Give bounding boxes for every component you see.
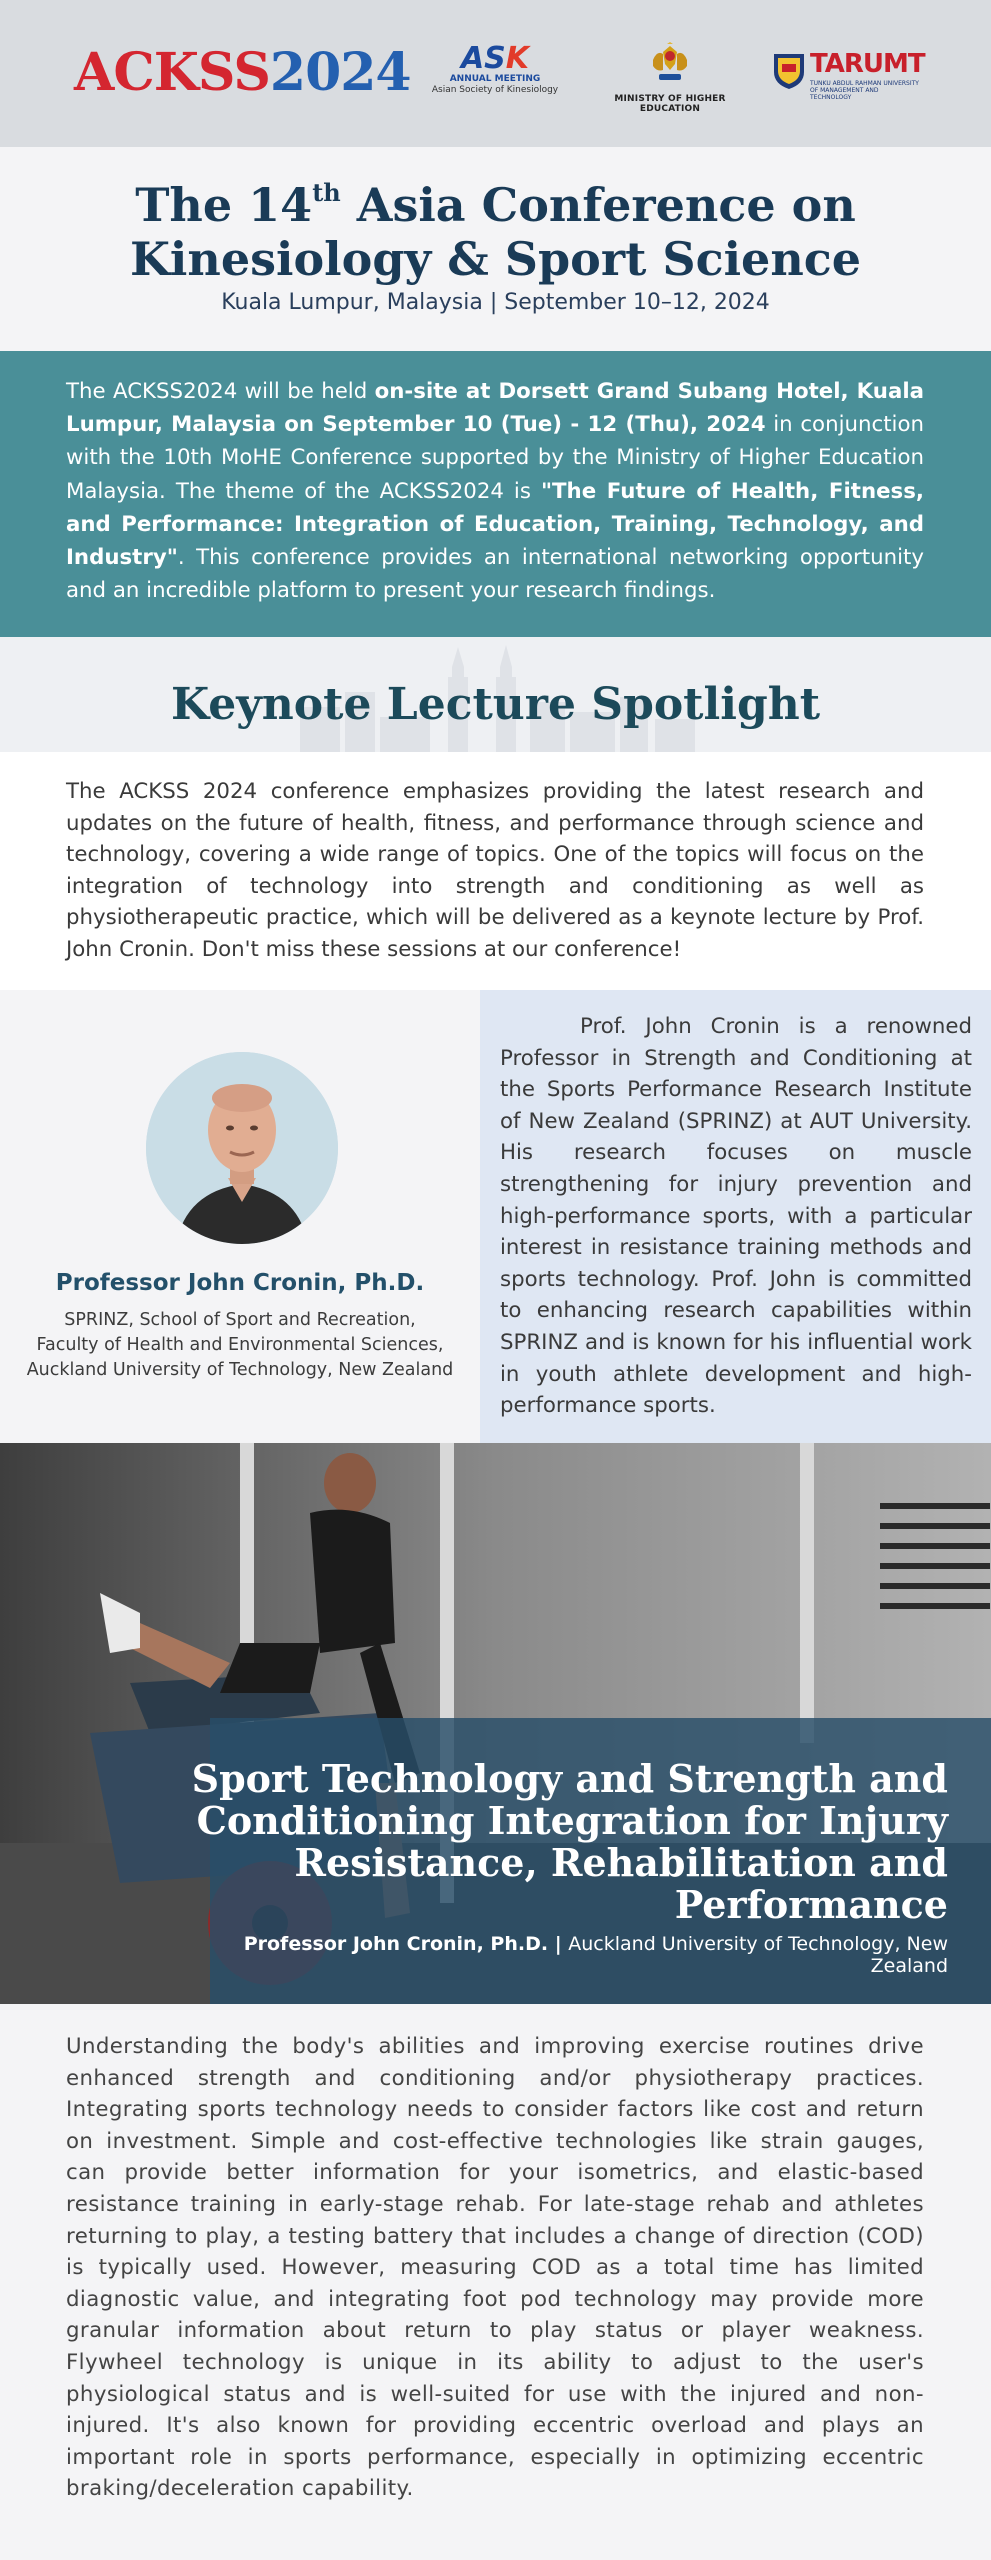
byline-separator: | (548, 1933, 569, 1955)
speaker-portrait-icon (146, 1052, 338, 1244)
conference-title (0, 178, 991, 286)
speaker-affiliation-line2: Faculty of Health and Environmental Sciences, (36, 1335, 444, 1355)
ask-logo-line2: Asian Society of Kinesiology (431, 85, 559, 95)
ackss-logo-red: ACKSS (74, 42, 270, 103)
ask-logo (420, 41, 570, 96)
ask-logo-line1: ANNUAL MEETING (449, 74, 541, 84)
speaker-affiliation-line3: Auckland University of Technology, New Zealand (26, 1360, 454, 1380)
intro-venue-bold: on-site at Dorsett Grand Subang Hotel, Kuala Lumpur, Malaysia on September 10 (Tue) - 12 (Thu), 2024 (66, 379, 924, 438)
ask-logo-mark-k: K (505, 41, 530, 76)
lecture-title-line3: Resistance, Rehabilitation and (294, 1840, 948, 1885)
ask-logo-mark-as: AS (460, 41, 506, 76)
byline-affiliation: Auckland University of Technology, New Zealand (568, 1933, 948, 1977)
tarumt-name: TARUMT (810, 49, 925, 79)
mohe-logo-label: MINISTRY OF HIGHER EDUCATION (614, 94, 726, 114)
ask-logo-mark (420, 41, 570, 76)
ackss-logo-year: 2024 (269, 42, 411, 103)
lecture-abstract: Understanding the body's abilities and improving exercise routines drive enhanced strength and conditioning and/or physiotherapy practices. Integrating sports technology needs to consider factors like cost and return on investment. Simple and cost-effective technologies like strain gauges, can provide better information for your isometrics, and elastic-based resistance training in early-stage rehab. For late-stage rehab and athletes returning to play, a testing battery that includes a change of direction (COD) is typically used. However, measuring COD as a total time has limited diagnostic value, and integrating foot pod technology may provide more granular information about return to play status or player weakness. Flywheel technology is unique in its ability to adjust to the user's physiological status and is well-suited for use with the injured and non-injured. It's also known for providing eccentric overload and plays an important role in sports performance, especially in optimizing eccentric braking/deceleration capability. (66, 2034, 924, 2502)
title-part-a: The 14 (135, 178, 313, 232)
keynote-heading-area (0, 637, 991, 752)
speaker-avatar (146, 1052, 338, 1244)
title-part-b: Asia Conference on (340, 178, 856, 232)
conference-title-line1 (0, 178, 991, 232)
ackss-logo (74, 42, 411, 103)
lecture-title-line2: Conditioning Integration for Injury (196, 1798, 948, 1843)
lecture-banner (0, 1443, 991, 2004)
speaker-card (0, 990, 480, 1443)
keynote-heading: Keynote Lecture Spotlight (170, 679, 821, 730)
logo-bar (0, 0, 991, 147)
tarumt-subtitle: TUNKU ABDUL RAHMAN UNIVERSITY OF MANAGEMENT AND TECHNOLOGY (810, 80, 919, 101)
intro-section (0, 351, 991, 637)
title-ordinal: th (312, 178, 341, 207)
conference-subtitle: Kuala Lumpur, Malaysia | September 10–12, 2024 (221, 290, 770, 315)
keynote-summary: The ACKSS 2024 conference emphasizes providing the latest research and updates on the future of health, fitness, and performance through science and technology, covering a wide range of topics. One of the topics will focus on the integration of technology into strength and conditioning as well as physiotherapeutic practice, which will be delivered as a keynote lecture by Prof. John Cronin. Don't miss these sessions at our conference! (66, 779, 924, 962)
keynote-summary-section (0, 752, 991, 990)
intro-paragraph (66, 375, 924, 607)
speaker-affiliation-line1: SPRINZ, School of Sport and Recreation, (64, 1310, 416, 1330)
lecture-title-line1: Sport Technology and Strength and (191, 1756, 948, 1801)
intro-theme-bold: "The Future of Health, Fitness, and Performance: Integration of Education, Training, Technology, and Industry" (66, 478, 924, 571)
lecture-title (170, 1758, 948, 1926)
lecture-title-line4: Performance (674, 1882, 948, 1927)
speaker-name: Professor John Cronin, Ph.D. (55, 1270, 425, 1296)
speaker-bio: Prof. John Cronin is a renowned Professor in Strength and Conditioning at the Sports Performance Research Institute of New Zealand (SPRINZ) at AUT University. His research focuses on muscle strengthening for injury prevention and high-performance sports, with a particular interest in resistance training methods and sports technology. Prof. John is committed to enhancing research capabilities within SPRINZ and is known for his influential work in youth athlete development and high-performance sports. (500, 1014, 972, 1419)
tarumt-shield-icon (772, 52, 806, 90)
tarumt-logo (772, 49, 925, 101)
speaker-affiliation (20, 1308, 460, 1383)
byline-name: Professor John Cronin, Ph.D. (243, 1933, 549, 1955)
intro-text-1: The ACKSS2024 will be held (66, 379, 375, 404)
intro-text-3: . This conference provides an international networking opportunity and an incredible platform to present your research findings. (66, 545, 924, 604)
malaysia-crest-icon (647, 42, 693, 86)
mohe-logo (590, 42, 750, 114)
speaker-bio-section (480, 990, 991, 1443)
conference-title-line2: Kinesiology & Sport Science (129, 232, 862, 286)
lecture-byline (170, 1933, 948, 1977)
intro-text-2: in conjunction with the 10th MoHE Conference supported by the Ministry of Higher Education Malaysia. The theme of the ACKSS2024 is (66, 412, 925, 504)
